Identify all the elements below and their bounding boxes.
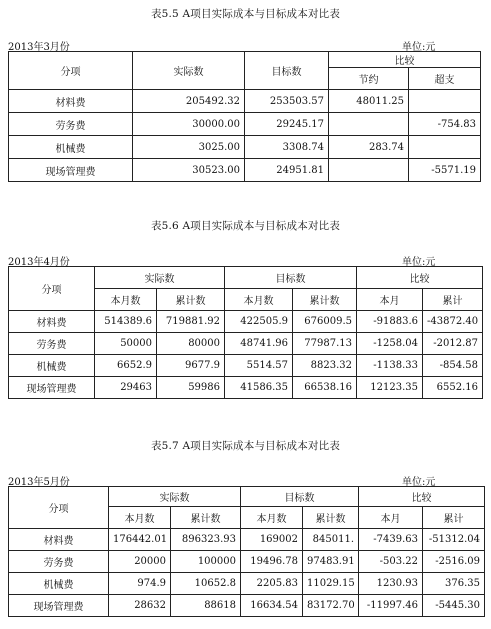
table-5-7-unit: 单位:元	[402, 477, 436, 488]
cell-actual: 30000.00	[133, 113, 245, 136]
cell-target-cumulative: 11029.15	[303, 573, 359, 595]
cell-compare-month: -503.22	[359, 551, 423, 573]
header-item: 分项	[9, 487, 109, 529]
cell-actual-cumulative: 100000	[171, 551, 241, 573]
header-compare-month: 本月	[357, 289, 423, 311]
header-target-month: 本月数	[225, 289, 293, 311]
cell-actual: 205492.32	[133, 90, 245, 113]
header-actual-cumulative: 累计数	[171, 507, 241, 529]
header-target-month: 本月数	[241, 507, 303, 529]
cell-compare-cumulative: 6552.16	[423, 377, 483, 399]
cell-target-month: 41586.35	[225, 377, 293, 399]
table-5-6-unit: 单位:元	[402, 257, 436, 268]
cell-target-month: 5514.57	[225, 355, 293, 377]
cell-actual: 3025.00	[133, 136, 245, 159]
header-over: 超支	[409, 68, 481, 90]
table-row	[9, 136, 481, 159]
cell-actual-cumulative: 80000	[157, 333, 225, 355]
cell-compare-month: -1138.33	[357, 355, 423, 377]
table-row	[9, 159, 481, 182]
table-row	[9, 551, 485, 573]
table-row	[9, 355, 483, 377]
header-compare-cumulative: 累计	[423, 289, 483, 311]
cell-item: 材料费	[9, 311, 95, 333]
cell-target: 24951.81	[245, 159, 329, 182]
header-target: 目标数	[225, 267, 357, 289]
header-target-cumulative: 累计数	[293, 289, 357, 311]
cell-target-cumulative: 845011.	[303, 529, 359, 551]
header-target: 目标数	[245, 52, 329, 90]
header-actual-cumulative: 累计数	[157, 289, 225, 311]
cell-target: 3308.74	[245, 136, 329, 159]
cell-actual-month: 6652.9	[95, 355, 157, 377]
cell-target-month: 16634.54	[241, 595, 303, 617]
cell-item: 机械费	[9, 573, 109, 595]
cell-compare-cumulative: -2516.09	[423, 551, 485, 573]
cell-actual-month: 28632	[109, 595, 171, 617]
cell-item: 现场管理费	[9, 159, 133, 182]
cell-target-month: 169002	[241, 529, 303, 551]
cell-target-cumulative: 8823.32	[293, 355, 357, 377]
header-actual: 实际数	[109, 487, 241, 507]
table-5-5	[8, 51, 481, 182]
cell-compare-cumulative: -43872.40	[423, 311, 483, 333]
header-compare-month: 本月	[359, 507, 423, 529]
cell-compare-month: -91883.6	[357, 311, 423, 333]
cell-compare-month: -1258.04	[357, 333, 423, 355]
table-row	[9, 573, 485, 595]
table-5-5-period: 2013年3月份	[8, 42, 70, 53]
header-compare-cumulative: 累计	[423, 507, 485, 529]
cell-actual-cumulative: 10652.8	[171, 573, 241, 595]
header-item: 分项	[9, 52, 133, 90]
cell-save: 283.74	[329, 136, 409, 159]
header-save: 节约	[329, 68, 409, 90]
cell-actual-cumulative: 59986	[157, 377, 225, 399]
cell-compare-cumulative: -854.58	[423, 355, 483, 377]
header-actual: 实际数	[133, 52, 245, 90]
cell-target-cumulative: 66538.16	[293, 377, 357, 399]
table-row	[9, 113, 481, 136]
table-row	[9, 529, 485, 551]
cell-actual-cumulative: 9677.9	[157, 355, 225, 377]
cell-actual-month: 974.9	[109, 573, 171, 595]
cell-compare-month: 12123.35	[357, 377, 423, 399]
cell-actual: 30523.00	[133, 159, 245, 182]
table-row	[9, 333, 483, 355]
cell-target-month: 422505.9	[225, 311, 293, 333]
cell-actual-month: 514389.6	[95, 311, 157, 333]
table-5-6	[8, 266, 483, 399]
header-actual: 实际数	[95, 267, 225, 289]
cell-target-cumulative: 77987.13	[293, 333, 357, 355]
cell-compare-cumulative: -2012.87	[423, 333, 483, 355]
header-actual-month: 本月数	[95, 289, 157, 311]
table-5-7-period: 2013年5月份	[8, 477, 70, 488]
table-5-6-title: 表5.6 A项目实际成本与目标成本对比表	[150, 220, 341, 232]
cell-compare-cumulative: -5445.30	[423, 595, 485, 617]
cell-save	[329, 159, 409, 182]
header-target: 目标数	[241, 487, 359, 507]
cell-actual-cumulative: 719881.92	[157, 311, 225, 333]
cell-item: 现场管理费	[9, 595, 109, 617]
cell-actual-cumulative: 896323.93	[171, 529, 241, 551]
table-row	[9, 377, 483, 399]
cell-item: 现场管理费	[9, 377, 95, 399]
header-target-cumulative: 累计数	[303, 507, 359, 529]
cell-target: 29245.17	[245, 113, 329, 136]
cell-item: 材料费	[9, 529, 109, 551]
cell-target-cumulative: 83172.70	[303, 595, 359, 617]
cell-over	[409, 136, 481, 159]
cell-item: 劳务费	[9, 113, 133, 136]
cell-compare-month: -7439.63	[359, 529, 423, 551]
cell-save	[329, 113, 409, 136]
cell-actual-month: 176442.01	[109, 529, 171, 551]
cell-target-month: 48741.96	[225, 333, 293, 355]
table-5-5-unit: 单位:元	[402, 42, 436, 53]
table-5-5-title: 表5.5 A项目实际成本与目标成本对比表	[150, 8, 341, 20]
cell-target-cumulative: 676009.5	[293, 311, 357, 333]
cell-over: -754.83	[409, 113, 481, 136]
table-row	[9, 311, 483, 333]
cell-item: 劳务费	[9, 333, 95, 355]
cell-compare-month: -11997.46	[359, 595, 423, 617]
cell-target-month: 19496.78	[241, 551, 303, 573]
cell-actual-month: 29463	[95, 377, 157, 399]
cell-target: 253503.57	[245, 90, 329, 113]
cell-target-cumulative: 97483.91	[303, 551, 359, 573]
cell-actual-month: 20000	[109, 551, 171, 573]
cell-over	[409, 90, 481, 113]
cell-actual-month: 50000	[95, 333, 157, 355]
header-item: 分项	[9, 267, 95, 311]
header-compare: 比较	[357, 267, 483, 289]
table-row	[9, 90, 481, 113]
cell-item: 材料费	[9, 90, 133, 113]
cell-save: 48011.25	[329, 90, 409, 113]
cell-compare-month: 1230.93	[359, 573, 423, 595]
cell-compare-cumulative: 376.35	[423, 573, 485, 595]
cell-target-month: 2205.83	[241, 573, 303, 595]
table-5-7	[8, 486, 485, 617]
cell-over: -5571.19	[409, 159, 481, 182]
cell-actual-cumulative: 88618	[171, 595, 241, 617]
header-compare: 比较	[329, 52, 481, 68]
cell-item: 机械费	[9, 355, 95, 377]
cell-item: 劳务费	[9, 551, 109, 573]
header-compare: 比较	[359, 487, 485, 507]
cell-item: 机械费	[9, 136, 133, 159]
cell-compare-cumulative: -51312.04	[423, 529, 485, 551]
table-5-6-period: 2013年4月份	[8, 257, 70, 268]
header-actual-month: 本月数	[109, 507, 171, 529]
table-5-7-title: 表5.7 A项目实际成本与目标成本对比表	[150, 440, 341, 452]
table-row	[9, 595, 485, 617]
